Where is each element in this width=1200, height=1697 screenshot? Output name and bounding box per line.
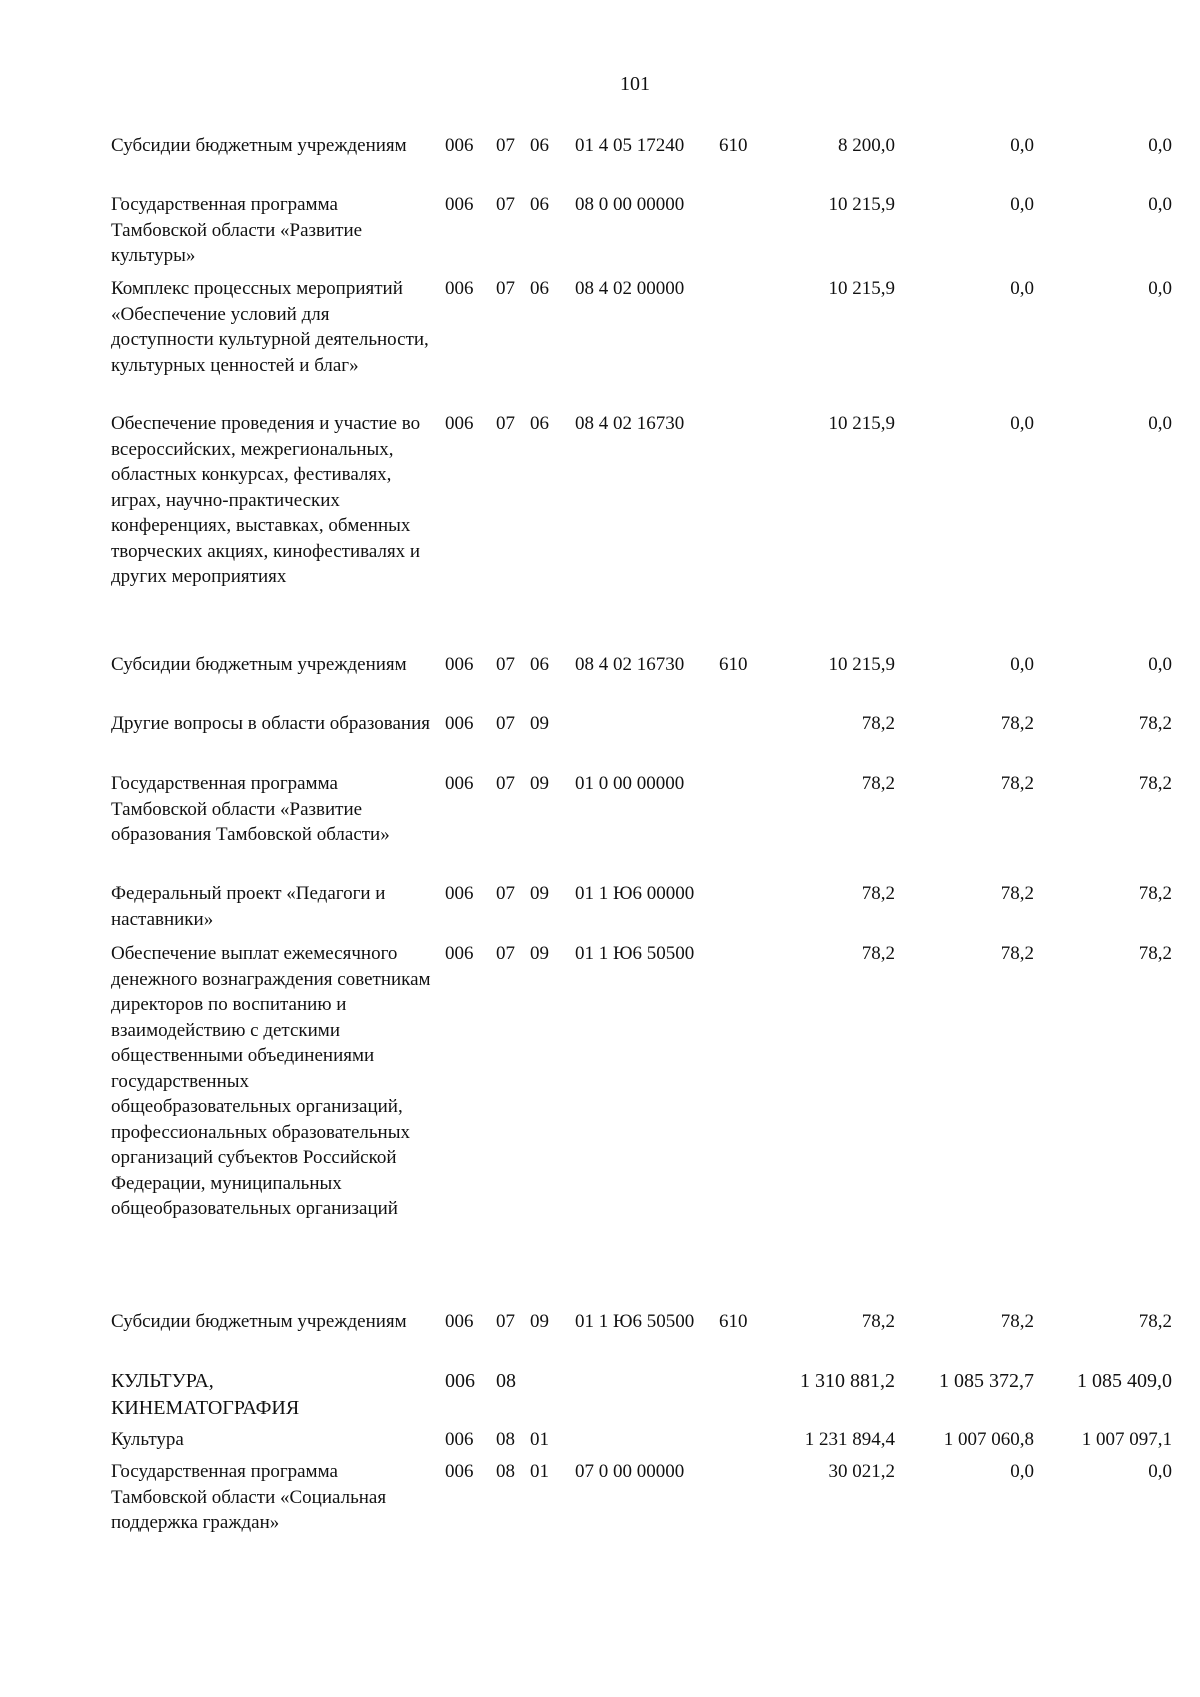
- value-year-2: 0,0: [1010, 1461, 1034, 1482]
- value-year-3: 78,2: [1138, 713, 1172, 734]
- value-year-1: 1 231 894,4: [804, 1429, 895, 1450]
- grbs-code: 006: [445, 278, 474, 299]
- csr-code: 08 4 02 16730: [575, 654, 685, 675]
- value-year-1: 78,2: [861, 883, 895, 904]
- grbs-code: 006: [445, 135, 474, 156]
- value-year-3: 1 085 409,0: [1077, 1370, 1172, 1392]
- razdel-code: 07: [496, 135, 515, 156]
- value-year-3: 78,2: [1138, 773, 1172, 794]
- grbs-code: 006: [445, 1311, 474, 1332]
- grbs-code: 006: [445, 1461, 474, 1482]
- row-name: Субсидии бюджетным учреждениям: [111, 654, 407, 675]
- value-year-2: 78,2: [1000, 883, 1034, 904]
- razdel-code: 07: [496, 773, 515, 794]
- razdel-code: 07: [496, 413, 515, 434]
- value-year-1: 8 200,0: [838, 135, 895, 156]
- row-name: Обеспечение выплат ежемесячного денежного вознаграждения советникам директоров по воспитанию и взаимодействию с детскими общественными объединениями государственных общеобразовательных организаций, профессиональных образовательных организаций субъектов Российской Федерации, муниципальных общеобразовательных организаций: [111, 943, 431, 1219]
- podrazdel-code: 09: [530, 943, 549, 964]
- value-year-2: 78,2: [1000, 943, 1034, 964]
- csr-code: 08 4 02 00000: [575, 278, 685, 299]
- podrazdel-code: 06: [530, 413, 549, 434]
- value-year-2: 1 007 060,8: [943, 1429, 1034, 1450]
- row-name: Федеральный проект «Педагоги и наставники»: [111, 883, 386, 930]
- value-year-1: 30 021,2: [828, 1461, 895, 1482]
- razdel-code: 07: [496, 194, 515, 215]
- value-year-3: 0,0: [1148, 194, 1172, 215]
- value-year-2: 0,0: [1010, 194, 1034, 215]
- row-name: Субсидии бюджетным учреждениям: [111, 135, 407, 156]
- row-name: Государственная программа Тамбовской области «Развитие образования Тамбовской области»: [111, 773, 390, 845]
- row-name: Культура: [111, 1429, 184, 1450]
- csr-code: 08 4 02 16730: [575, 413, 685, 434]
- vr-code: 610: [719, 135, 748, 156]
- csr-code: 01 1 Ю6 00000: [575, 883, 695, 904]
- csr-code: 01 0 00 00000: [575, 773, 685, 794]
- podrazdel-code: 06: [530, 135, 549, 156]
- value-year-1: 78,2: [861, 1311, 895, 1332]
- razdel-code: 08: [496, 1429, 515, 1450]
- csr-code: 01 1 Ю6 50500: [575, 943, 695, 964]
- grbs-code: 006: [445, 773, 474, 794]
- page-number: 101: [620, 73, 650, 95]
- podrazdel-code: 06: [530, 654, 549, 675]
- razdel-code: 07: [496, 943, 515, 964]
- value-year-1: 78,2: [861, 713, 895, 734]
- grbs-code: 006: [445, 413, 474, 434]
- value-year-2: 0,0: [1010, 654, 1034, 675]
- grbs-code: 006: [445, 943, 474, 964]
- razdel-code: 07: [496, 883, 515, 904]
- value-year-1: 78,2: [861, 943, 895, 964]
- value-year-3: 0,0: [1148, 413, 1172, 434]
- podrazdel-code: 06: [530, 194, 549, 215]
- row-name: Комплекс процессных мероприятий «Обеспечение условий для доступности культурной деятельности, культурных ценностей и благ»: [111, 278, 429, 376]
- value-year-3: 0,0: [1148, 654, 1172, 675]
- grbs-code: 006: [445, 654, 474, 675]
- grbs-code: 006: [445, 1429, 474, 1450]
- grbs-code: 006: [445, 1370, 475, 1392]
- csr-code: 08 0 00 00000: [575, 194, 685, 215]
- row-name: КУЛЬТУРА, КИНЕМАТОГРАФИЯ: [111, 1370, 300, 1419]
- podrazdel-code: 09: [530, 1311, 549, 1332]
- value-year-1: 10 215,9: [828, 278, 895, 299]
- podrazdel-code: 09: [530, 883, 549, 904]
- podrazdel-code: 01: [530, 1429, 549, 1450]
- razdel-code: 07: [496, 713, 515, 734]
- value-year-2: 0,0: [1010, 413, 1034, 434]
- value-year-1: 10 215,9: [828, 654, 895, 675]
- podrazdel-code: 09: [530, 713, 549, 734]
- value-year-2: 1 085 372,7: [939, 1370, 1034, 1392]
- value-year-2: 0,0: [1010, 278, 1034, 299]
- value-year-2: 78,2: [1000, 713, 1034, 734]
- value-year-3: 78,2: [1138, 943, 1172, 964]
- grbs-code: 006: [445, 883, 474, 904]
- csr-code: 01 1 Ю6 50500: [575, 1311, 695, 1332]
- value-year-2: 78,2: [1000, 773, 1034, 794]
- row-name: Государственная программа Тамбовской области «Развитие культуры»: [111, 194, 363, 266]
- podrazdel-code: 01: [530, 1461, 549, 1482]
- razdel-code: 07: [496, 1311, 515, 1332]
- podrazdel-code: 06: [530, 278, 549, 299]
- razdel-code: 08: [496, 1370, 516, 1392]
- value-year-1: 78,2: [861, 773, 895, 794]
- csr-code: 01 4 05 17240: [575, 135, 685, 156]
- value-year-3: 78,2: [1138, 883, 1172, 904]
- csr-code: 07 0 00 00000: [575, 1461, 685, 1482]
- grbs-code: 006: [445, 194, 474, 215]
- value-year-3: 0,0: [1148, 1461, 1172, 1482]
- row-name: Государственная программа Тамбовской области «Социальная поддержка граждан»: [111, 1461, 387, 1533]
- razdel-code: 08: [496, 1461, 515, 1482]
- podrazdel-code: 09: [530, 773, 549, 794]
- razdel-code: 07: [496, 654, 515, 675]
- value-year-1: 1 310 881,2: [800, 1370, 895, 1392]
- value-year-3: 0,0: [1148, 135, 1172, 156]
- value-year-3: 1 007 097,1: [1081, 1429, 1172, 1450]
- value-year-1: 10 215,9: [828, 413, 895, 434]
- vr-code: 610: [719, 1311, 748, 1332]
- value-year-2: 78,2: [1000, 1311, 1034, 1332]
- value-year-3: 0,0: [1148, 278, 1172, 299]
- value-year-3: 78,2: [1138, 1311, 1172, 1332]
- value-year-1: 10 215,9: [828, 194, 895, 215]
- razdel-code: 07: [496, 278, 515, 299]
- grbs-code: 006: [445, 713, 474, 734]
- vr-code: 610: [719, 654, 748, 675]
- row-name: Обеспечение проведения и участие во всероссийских, межрегиональных, областных конкурсах, фестивалях, играх, научно-практических конференциях, выставках, обменных творческих акциях, кинофестивалях и других мероприятиях: [111, 413, 421, 587]
- row-name: Другие вопросы в области образования: [111, 713, 430, 734]
- row-name: Субсидии бюджетным учреждениям: [111, 1311, 407, 1332]
- value-year-2: 0,0: [1010, 135, 1034, 156]
